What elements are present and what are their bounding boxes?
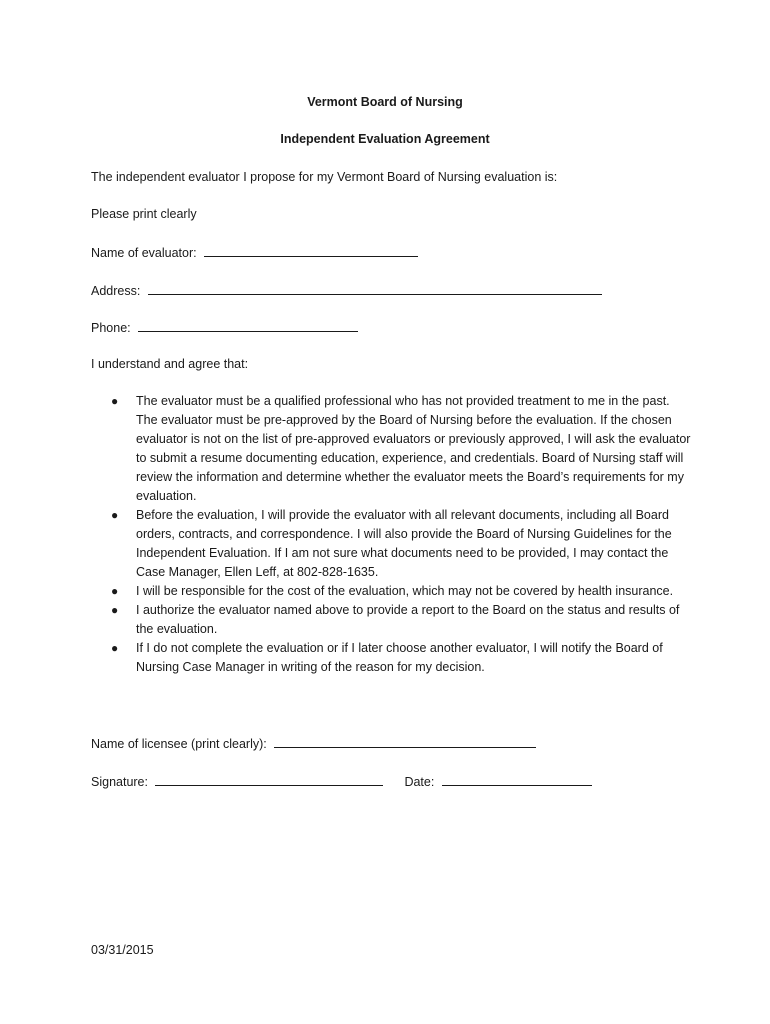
evaluator-name-field[interactable] [204,244,418,257]
signature-label: Signature: [91,775,148,789]
licensee-name-label: Name of licensee (print clearly): [91,737,267,751]
list-item [91,582,691,601]
bullet-icon: ● [111,641,119,655]
phone-row [91,319,358,335]
document-subtitle: Independent Evaluation Agreement [280,132,490,146]
list-item [91,392,691,506]
list-item-text: I authorize the evaluator named above to provide a report to the Board on the status and results of the evaluation. [136,603,680,636]
list-item [91,506,691,582]
bullet-icon: ● [111,394,119,408]
phone-label: Phone: [91,321,131,335]
document-title: Vermont Board of Nursing [307,95,463,109]
date-field[interactable] [442,773,592,786]
licensee-name-row [91,735,536,751]
intro-text: The independent evaluator I propose for my Vermont Board of Nursing evaluation is: [91,170,558,184]
bullet-icon: ● [111,584,119,598]
list-item-text: Before the evaluation, I will provide the evaluator with all relevant documents, including all Board orders, contracts, and correspondence. I will also provide the Board of Nursing Guidelines for the Independent Evaluation. If I am not sure what documents need to be provided, I may contact the Case Manager, Ellen Leff, at 802-828-1635. [136,508,672,579]
address-row [91,282,602,298]
signature-field[interactable] [155,773,383,786]
licensee-name-field[interactable] [274,735,536,748]
address-label: Address: [91,284,141,298]
agreement-list [91,392,691,677]
date-label: Date: [404,775,435,789]
footer-date: 03/31/2015 [91,943,154,957]
bullet-icon: ● [111,603,119,617]
bullet-icon: ● [111,508,119,522]
address-field[interactable] [148,282,602,295]
signature-row [91,773,592,789]
agree-text: I understand and agree that: [91,357,249,371]
list-item-text: The evaluator must be a qualified professional who has not provided treatment to me in the past. The evaluator must be pre-approved by the Board of Nursing before the evaluation. If the chosen evaluator is not on the list of pre-approved evaluators or previously approved, I will ask the evaluator to submit a resume documenting education, experience, and credentials. Board of Nursing staff will review the information and determine whether the evaluator meets the Board’s requirements for my evaluation. [136,394,691,503]
list-item-text: I will be responsible for the cost of the evaluation, which may not be covered by health insurance. [136,584,674,598]
phone-field[interactable] [138,319,358,332]
print-clearly-text: Please print clearly [91,207,197,221]
list-item [91,639,691,677]
evaluator-name-label: Name of evaluator: [91,246,197,260]
list-item-text: If I do not complete the evaluation or if I later choose another evaluator, I will notify the Board of Nursing Case Manager in writing of the reason for my decision. [136,641,663,674]
list-item [91,601,691,639]
evaluator-name-row [91,244,418,260]
